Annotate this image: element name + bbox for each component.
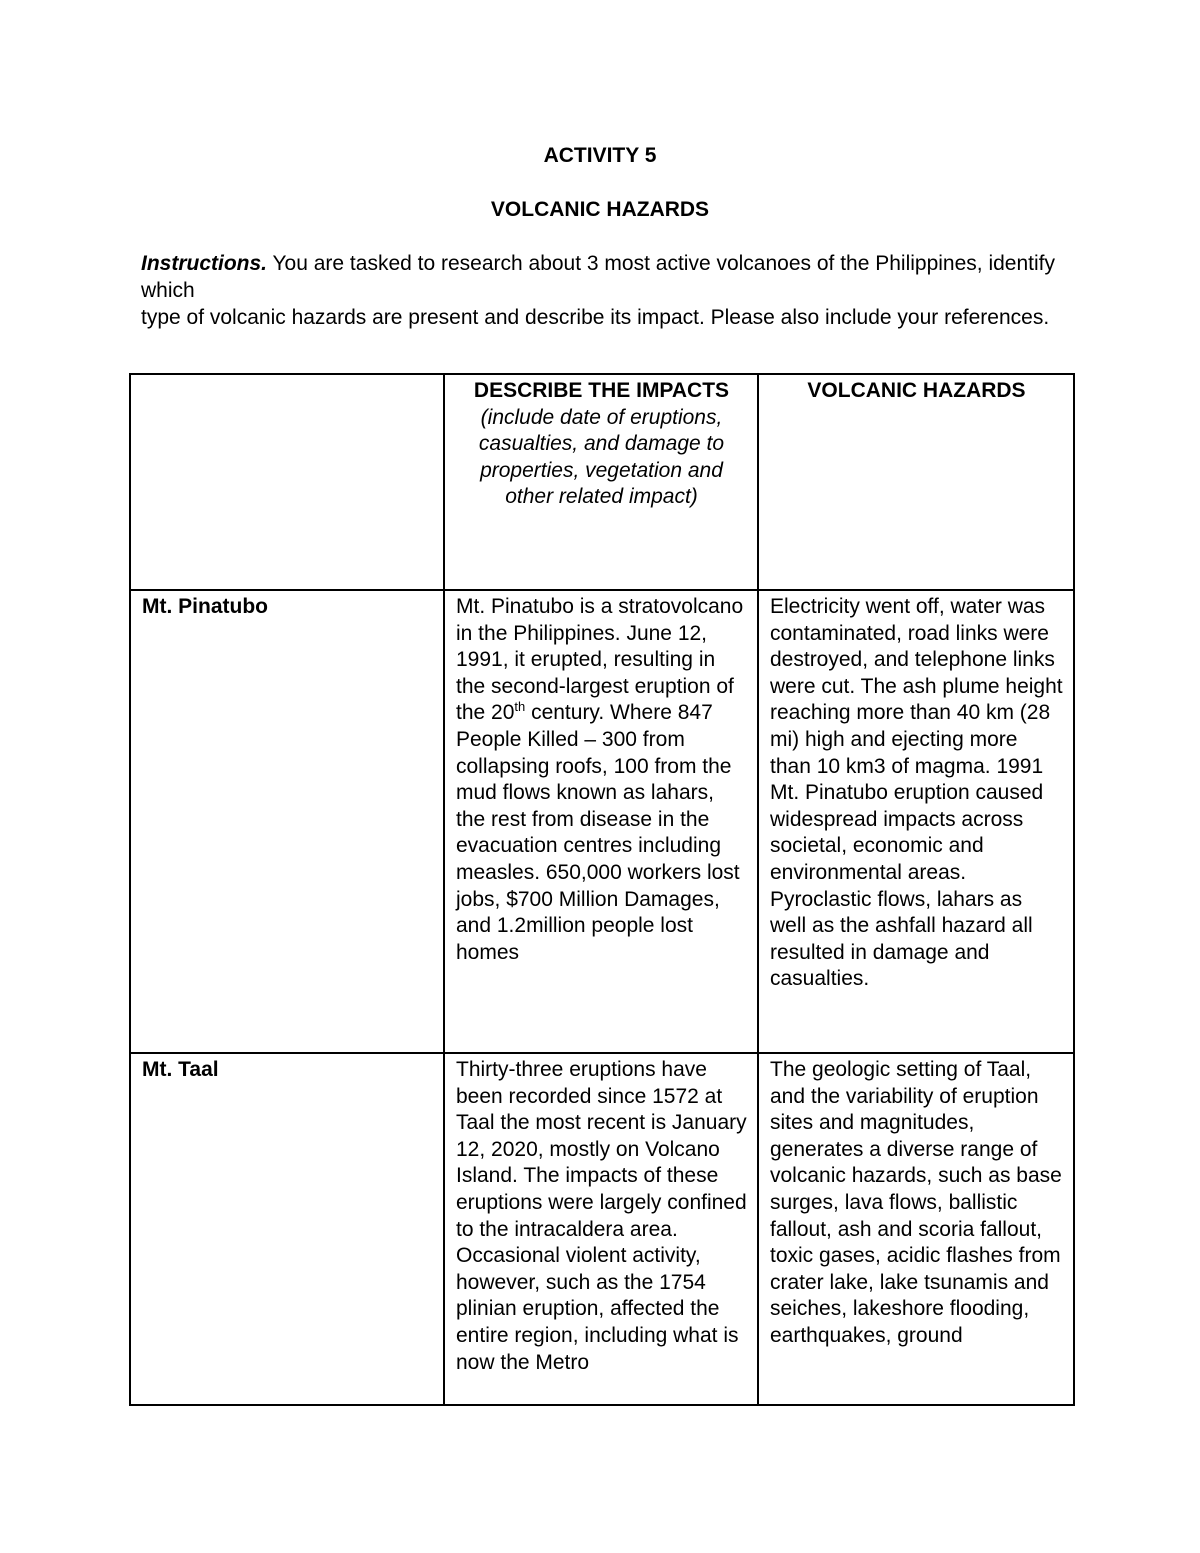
impacts-text: Thirty-three eruptions have been recorded since 1572 at Taal the most recent is January 12, 2020, mostly on Volcano Island. The impacts of these eruptions were largely confined to the intracaldera area. Occasional violent activity, however, such as the 1754 plinian eruption, affected the entire region, including what is now the Metro [456, 1058, 747, 1374]
hazards-cell [758, 1053, 1074, 1405]
hazards-text: Electricity went off, water was contaminated, road links were destroyed, and telephone links were cut. The ash plume height reaching more than 40 km (28 mi) high and ejecting more than 10 km3 of magma. 1991 Mt. Pinatubo eruption caused widespread impacts across societal, economic and environmental areas. Pyroclastic flows, lahars as well as the ashfall hazard all resulted in damage and casualties. [770, 595, 1063, 991]
activity-subtitle: VOLCANIC HAZARDS [490, 198, 710, 221]
impacts-text-clip [456, 1057, 747, 1402]
header-cell-impacts [444, 374, 758, 590]
instructions-text-1: You are tasked to research about 3 most active volcanoes of the Philippines, identify which [141, 252, 1055, 302]
hazards-cell [758, 590, 1074, 1053]
impacts-header-note: (include date of eruptions, casualties, and damage to properties, vegetation and other related impact) [478, 405, 725, 509]
hazards-text: The geologic setting of Taal, and the variability of eruption sites and magnitudes, generates a diverse range of volcanic hazards, such as base surges, lava flows, ballistic fallout, ash and scoria fallout, toxic gases, acidic flashes from crater lake, lake tsunamis and seiches, lakeshore flooding, earthquakes, ground [770, 1058, 1062, 1347]
volcano-name-cell [130, 1053, 444, 1405]
header-cell-hazards [758, 374, 1074, 590]
header-cell-empty [130, 374, 444, 590]
volcano-name: Mt. Taal [142, 1058, 219, 1081]
impacts-text-part-1: Mt. Pinatubo is a stratovolcano in the Philippines. June 12, 1991, it erupted, resulting in the second-largest eruption of the 20 [456, 595, 744, 725]
impacts-cell [444, 590, 758, 1053]
volcano-table [129, 373, 1075, 1406]
impacts-superscript: th [514, 699, 526, 715]
instructions-text-2: type of volcanic hazards are present and describe its impact. Please also include your references. [141, 306, 1050, 329]
table-header-row [130, 374, 1074, 590]
activity-title: ACTIVITY 5 [543, 144, 657, 167]
table-row [130, 1053, 1074, 1405]
volcano-name: Mt. Pinatubo [142, 595, 268, 618]
impacts-header-title: DESCRIBE THE IMPACTS [473, 379, 730, 402]
table-row [130, 590, 1074, 1053]
impacts-cell [444, 1053, 758, 1405]
hazards-text-clip [770, 1057, 1063, 1402]
impacts-text-part-2: century. Where 847 People Killed – 300 from collapsing roofs, 100 from the mud flows known as lahars, the rest from disease in the evacuation centres including measles. 650,000 workers lost jobs, $700 Million Damages, and 1.2million people lost homes [456, 701, 740, 964]
instructions-line-1 [141, 250, 1061, 304]
instructions-lead: Instructions. [141, 252, 268, 275]
hazards-header-title: VOLCANIC HAZARDS [807, 379, 1026, 402]
volcano-name-cell [130, 590, 444, 1053]
instructions-paragraph [141, 250, 1061, 331]
